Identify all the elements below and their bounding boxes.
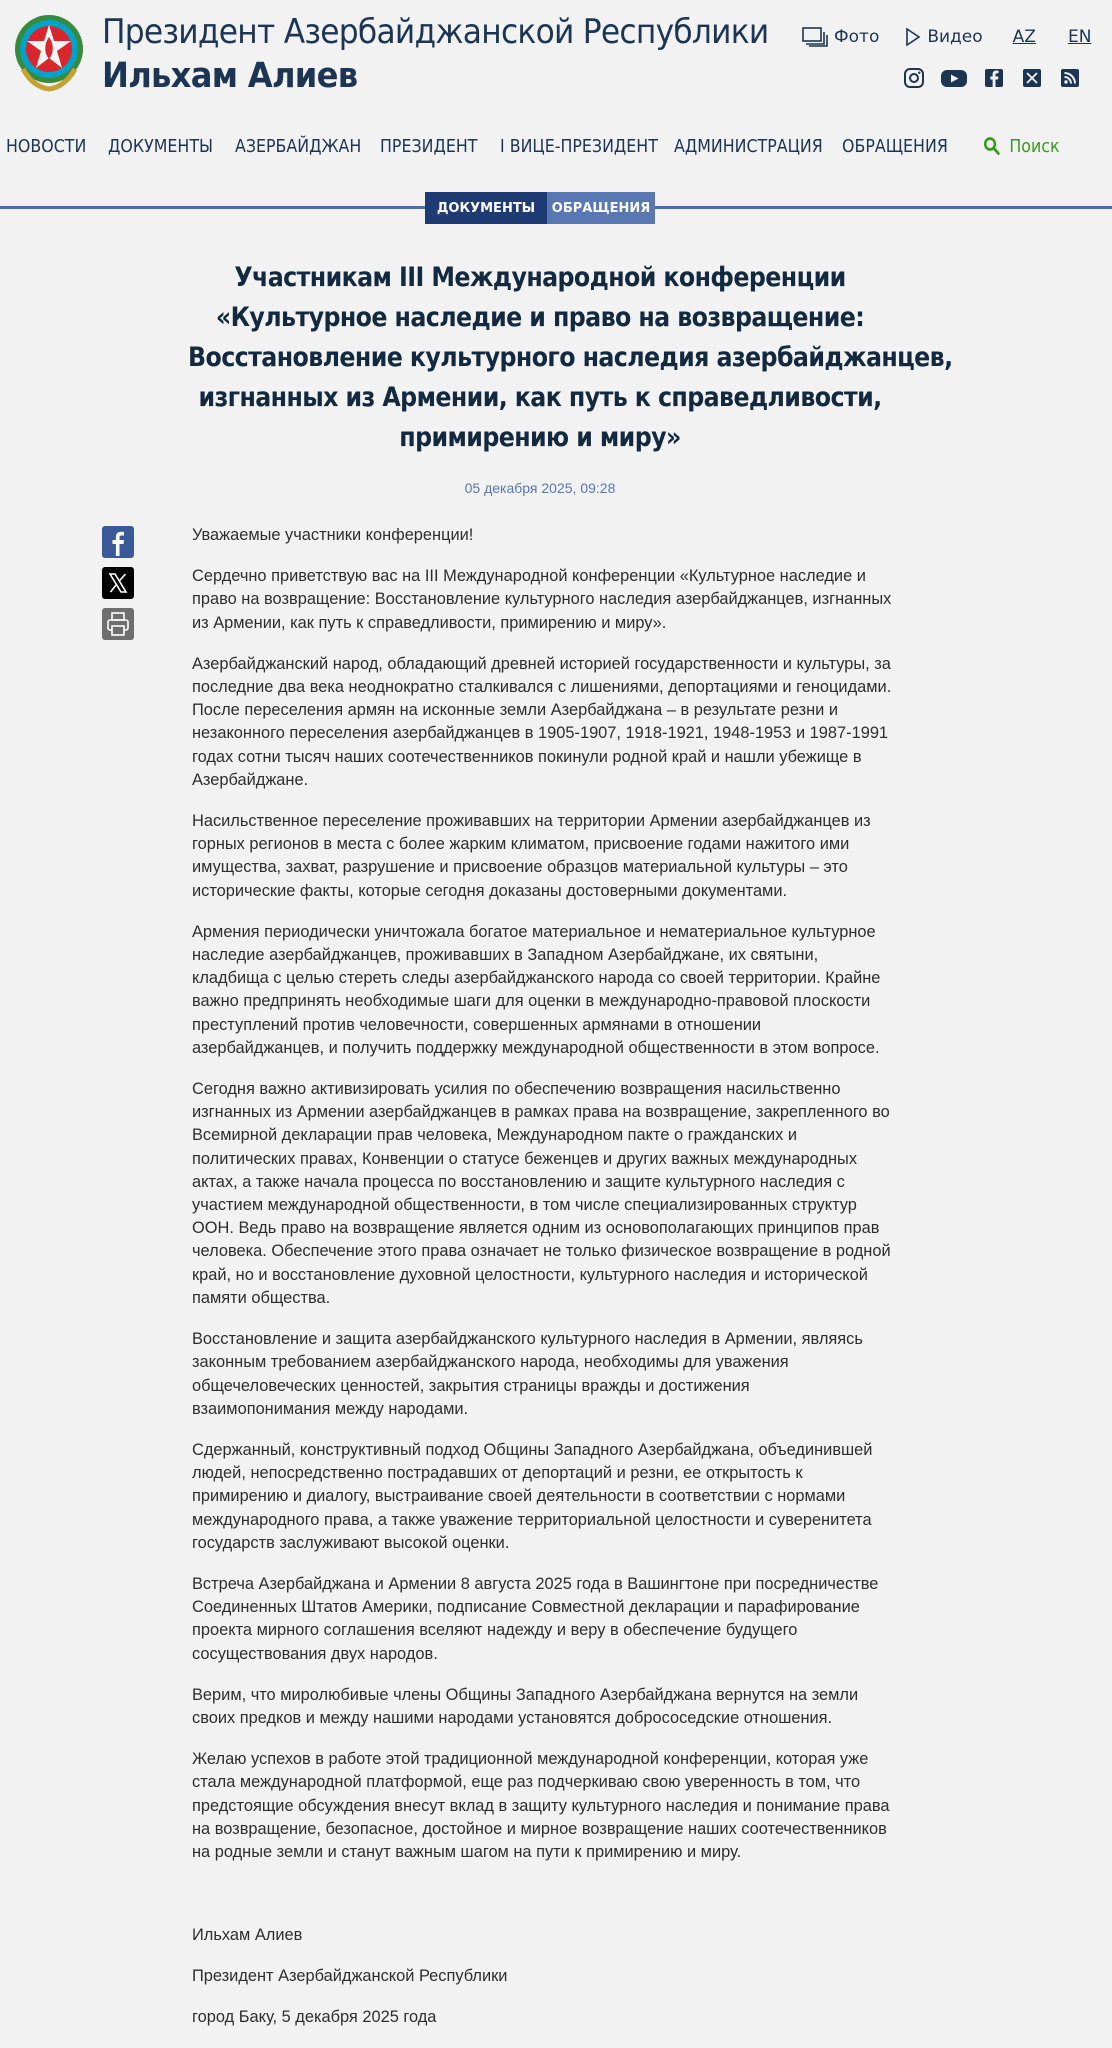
title-line: примирению и миру» xyxy=(399,422,681,453)
x-icon[interactable] xyxy=(1020,66,1044,90)
nav-item-news[interactable]: НОВОСТИ xyxy=(6,135,87,157)
social-links xyxy=(902,66,1082,90)
title-line: Восстановление культурного наследия азербайджанцев, xyxy=(188,342,953,373)
paragraph: Армения периодически уничтожала богатое материальное и нематериальное культурное наследие азербайджанцев, проживавших в Западном Азербайджане, их святыни, кладбища с целью стереть следы азербайджанского народа со своей территории. Крайне важно предпринять необходимые шаги для оценки в международно-правовой плоскости преступлений против человечности, совершенных армянами в отношении азербайджанцев, и получить поддержку международной общественности в этом вопросе. xyxy=(192,922,881,1057)
photo-icon xyxy=(802,27,828,47)
video-label: Видео xyxy=(927,27,983,47)
instagram-icon[interactable] xyxy=(902,66,926,90)
print-icon[interactable] xyxy=(102,608,134,640)
main-nav xyxy=(0,130,1112,162)
nav-item-vice-president[interactable]: I ВИЦЕ-ПРЕЗИДЕНТ xyxy=(500,135,658,157)
video-link[interactable] xyxy=(905,27,982,47)
facebook-icon[interactable] xyxy=(982,66,1006,90)
paragraph: Восстановление и защита азербайджанского культурного наследия в Армении, являясь законным требованием азербайджанского народа, необходимы для уважения общечеловеческих ценностей, закрытия страницы вражды и достижения взаимопонимания между народами. xyxy=(192,1330,863,1418)
paragraph: Сдержанный, конструктивный подход Общины Западного Азербайджана, объединившей людей, непосредственно пострадавших от депортаций и резни, ее открытость к примирению и диалогу, выстраивание своей деятельности в соответствии с нормами международного права, а также уважение территориальной целостности и суверенитета государств заслуживают высокой оценки. xyxy=(192,1440,873,1552)
youtube-icon[interactable] xyxy=(940,66,968,90)
lang-az-link[interactable]: AZ xyxy=(1012,27,1036,47)
nav-item-president[interactable]: ПРЕЗИДЕНТ xyxy=(380,135,478,157)
search-button[interactable] xyxy=(983,136,1060,157)
site-title-line1: Президент Азербайджанской Республики xyxy=(102,12,769,52)
site-title-line2: Ильхам Алиев xyxy=(102,56,358,96)
paragraph: Верим, что миролюбивые члены Общины Западного Азербайджана вернутся на земли своих предков и между нашими народами установятся добрососедские отношения. xyxy=(192,1685,859,1727)
search-label: Поиск xyxy=(1009,135,1060,157)
photo-link[interactable] xyxy=(802,27,879,47)
breadcrumb-documents[interactable]: ДОКУМЕНТЫ xyxy=(425,192,547,224)
paragraph: Сердечно приветствую вас на III Международной конференции «Культурное наследие и право на возвращение: Восстановление культурного наследия азербайджанцев, изгнанных из Армении, как путь к справедливости, примирению и миру». xyxy=(192,567,892,632)
signature-position: Президент Азербайджанской Республики xyxy=(192,1967,508,1985)
emblem-icon[interactable] xyxy=(13,13,85,93)
photo-label: Фото xyxy=(834,27,880,47)
site-title[interactable] xyxy=(102,10,826,98)
media-links xyxy=(802,27,1112,47)
search-icon xyxy=(983,136,1001,156)
nav-item-administration[interactable]: АДМИНИСТРАЦИЯ xyxy=(674,135,823,157)
paragraph: Насильственное переселение проживавших на территории Армении азербайджанцев из горных регионов в места с более жарким климатом, присвоение годами нажитого ими имущества, захват, разрушение и присвоение образцов материальной культуры – это исторические факты, которые сегодня доказаны достоверными документами. xyxy=(192,812,871,900)
paragraph: Азербайджанский народ, обладающий древней историей государственности и культуры, за последние два века неоднократно сталкивался с лишениями, депортациями и геноцидами. После переселения армян на исконные земли Азербайджана – в результате резни и незаконного переселения азербайджанцев в 1905-1907, 1918-1921, 1948-1953 и 1987-1991 годах сотни тысяч наших соотечественников покинули родной край и нашли убежище в Азербайджане. xyxy=(192,654,892,789)
video-icon xyxy=(905,27,921,47)
article-title xyxy=(140,258,953,458)
share-buttons xyxy=(102,526,134,640)
title-line: изгнанных из Армении, как путь к справедливости, xyxy=(198,382,882,413)
breadcrumb-appeals[interactable]: ОБРАЩЕНИЯ xyxy=(547,192,655,224)
lang-en-link[interactable]: EN xyxy=(1067,27,1092,47)
signature-place-date: город Баку, 5 декабря 2025 года xyxy=(192,2008,437,2026)
nav-item-documents[interactable]: ДОКУМЕНТЫ xyxy=(108,135,213,157)
site-header xyxy=(0,0,1112,110)
title-line: Участникам III Международной конференции xyxy=(234,262,846,293)
nav-item-appeals[interactable]: ОБРАЩЕНИЯ xyxy=(842,135,948,157)
nav-item-azerbaijan[interactable]: АЗЕРБАЙДЖАН xyxy=(235,135,362,157)
signature-name: Ильхам Алиев xyxy=(192,1926,303,1944)
paragraph: Уважаемые участники конференции! xyxy=(192,526,474,544)
x-share-icon[interactable] xyxy=(102,567,134,599)
rss-icon[interactable] xyxy=(1058,66,1082,90)
breadcrumb xyxy=(425,192,655,224)
paragraph: Сегодня важно активизировать усилия по обеспечению возвращения насильственно изгнанных из Армении азербайджанцев в рамках права на возвращение, закрепленного во Всемирной декларации прав человека, Международном пакте о гражданских и политических правах, Конвенции о статусе беженцев и других важных международных актах, а также начала процесса по восстановлению и защите культурного наследия с участием международной общественности, в том числе специализированных структур ООН. Ведь право на возвращение является одним из основополагающих принципов прав человека. Обеспечение этого права означает не только физическое возвращение в родной край, но и восстановление духовной целостности, культурного наследия и исторической памяти общества. xyxy=(192,1080,891,1307)
paragraph: Желаю успехов в работе этой традиционной международной конференции, которая уже стала международной платформой, еще раз подчеркиваю свою уверенность в том, что предстоящие обсуждения внесут вклад в защиту культурного наследия и понимание права на возвращение, безопасное, достойное и мирное возвращение наших соотечественников на родные земли и станут важным шагом на пути к примирению и миру. xyxy=(192,1750,890,1861)
facebook-share-icon[interactable] xyxy=(102,526,134,558)
paragraph: Встреча Азербайджана и Армении 8 августа 2025 года в Вашингтоне при посредничестве Соединенных Штатов Америки, подписание Совместной декларации и парафирование проекта мирного соглашения вселяют надежду и веру в обеспечение будущего сосуществования двух народов. xyxy=(192,1574,879,1663)
title-line: «Культурное наследие и право на возвращение: xyxy=(215,302,865,333)
article-date: 05 декабря 2025, 09:28 xyxy=(464,480,616,496)
article-body xyxy=(192,524,892,1882)
